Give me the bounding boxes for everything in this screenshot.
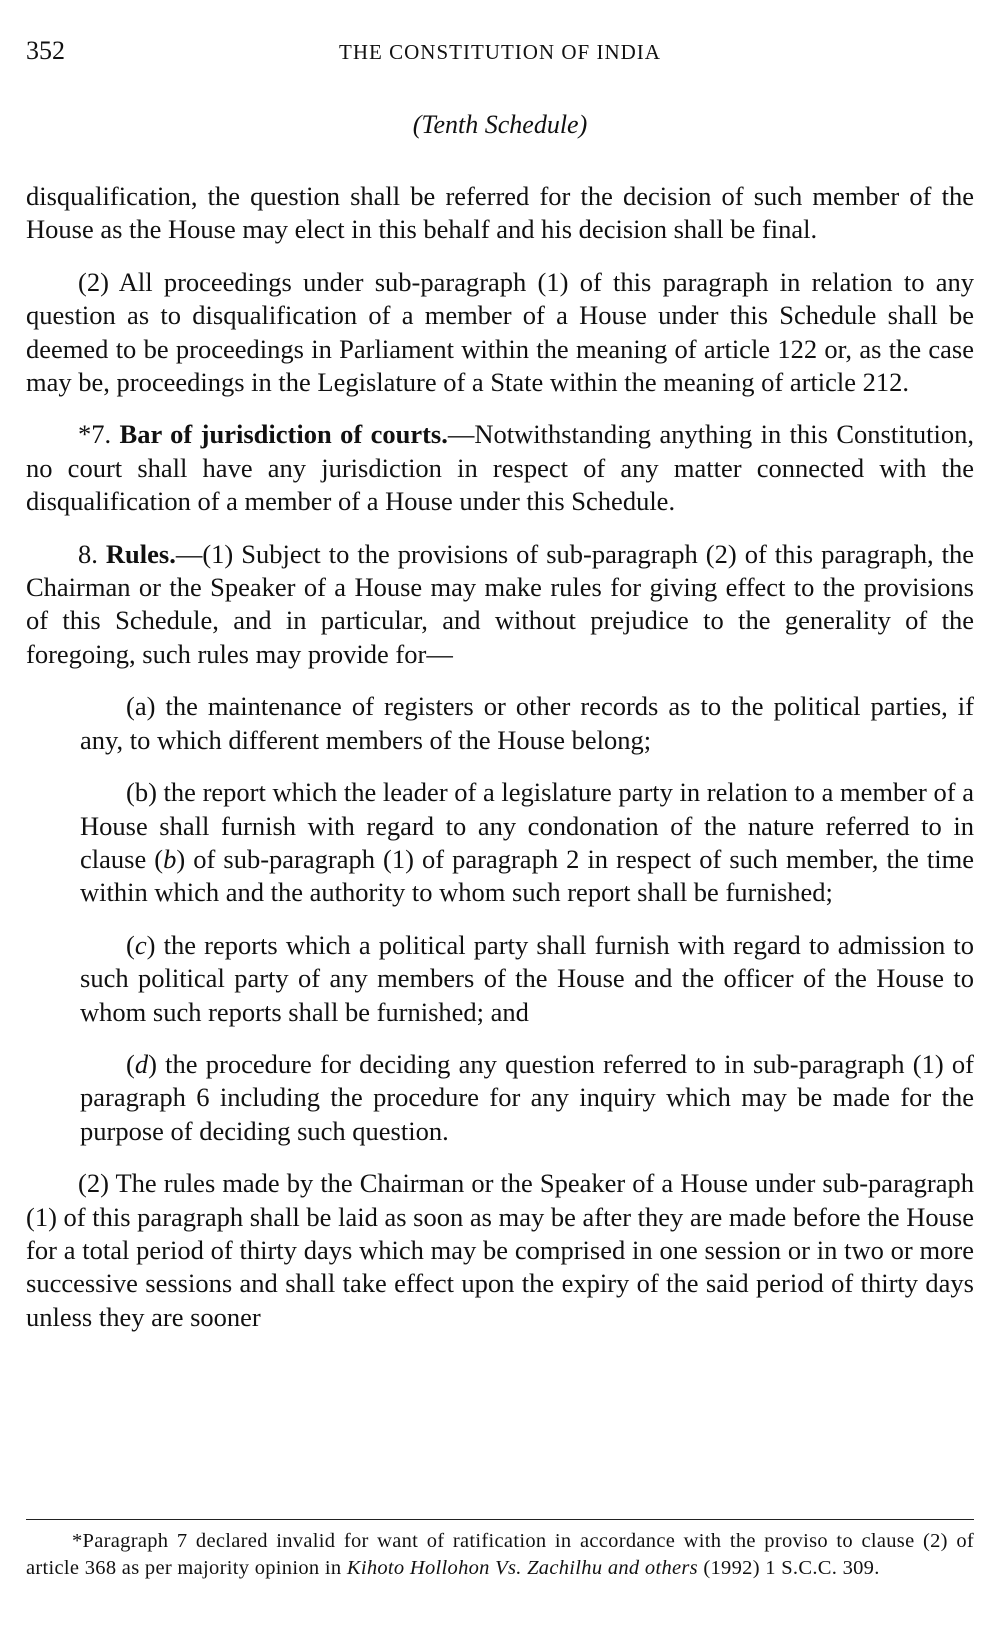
footnote	[26, 1528, 974, 1581]
clause-c	[80, 929, 974, 1029]
clause-c-letter: c	[134, 929, 147, 960]
footnote-divider	[26, 1519, 974, 1520]
paragraph-continuation: disqualification, the question shall be referred for the decision of such member of the House as the House may elect in this behalf and his decision shall be final.	[26, 181, 974, 245]
paragraph-7-number: *7.	[78, 419, 120, 450]
paragraph-7	[26, 418, 974, 518]
paragraph-6-2: (2) All proceedings under sub-paragraph (1) of this paragraph in relation to any question as to disqualification of a member of a House under this Schedule shall be deemed to be proceedings in Parliament within the meaning of article 122 or, as the case may be, proceedings in the Legislature of a State within the meaning of article 212.	[26, 266, 974, 398]
paragraph-7-heading: Bar of jurisdiction of courts.	[119, 419, 448, 450]
paragraph-8-heading: Rules.	[105, 538, 176, 569]
paragraph-7-text: —Notwithstanding anything in this Constitution, no court shall have any jurisdiction in respect of any matter connected with the disqualification of a member of a House under this Schedule.	[26, 419, 975, 517]
footnote-text-1: *Paragraph 7 declared invalid for want of ratification in accordance with the proviso to clause (2) of article 368 as per majority opinion in	[26, 1530, 974, 1579]
clause-a: (a) the maintenance of registers or other records as to the political parties, if any, to which different members of the House belong;	[80, 691, 974, 755]
paragraph-8-text: —(1) Subject to the provisions of sub-paragraph (2) of this paragraph, the Chairman or the Speaker of a House may make rules for giving effect to the provisions of this Schedule, and in particular, and without prejudice to the generality of the foregoing, such rules may provide for—	[26, 538, 975, 669]
clause-b-text-2: ) of sub-paragraph (1) of paragraph 2 in respect of such member, the time within which and the authority to whom such report shall be furnished;	[80, 843, 974, 908]
schedule-subheading: (Tenth Schedule)	[412, 110, 588, 139]
clause-d-text: ) the procedure for deciding any question referred to in sub-paragraph (1) of paragraph 6 including the procedure for any inquiry which may be made for the purpose of deciding such question.	[80, 1048, 974, 1146]
page-number: 352	[26, 36, 65, 65]
footnote-citation: (1992) 1 S.C.C. 309.	[697, 1556, 880, 1579]
clause-b-text-1: (b) the report which the leader of a legislature party in relation to a member of a House shall furnish with regard to any condonation of the nature referred to in clause (	[80, 777, 974, 874]
clause-b-italic: b	[163, 843, 177, 874]
page-header	[26, 36, 974, 70]
clause-b	[80, 776, 974, 910]
running-title: THE CONSTITUTION OF INDIA	[339, 40, 661, 64]
paragraph-8-number: 8.	[78, 538, 106, 569]
document-page	[26, 0, 974, 1650]
footnote-case-name: Kihoto Hollohon Vs. Zachilhu and others	[346, 1556, 698, 1579]
body-text	[26, 180, 974, 1334]
paragraph-8	[26, 538, 974, 672]
clause-d-open: (	[126, 1048, 135, 1079]
clause-c-text: ) the reports which a political party shall furnish with regard to admission to such political party of any members of the House and the officer of the House to whom such reports shall be furnished; and	[80, 929, 974, 1027]
footnote-text	[26, 1528, 974, 1581]
clause-d	[80, 1048, 974, 1148]
paragraph-8-2: (2) The rules made by the Chairman or the Speaker of a House under sub-paragraph (1) of this paragraph shall be laid as soon as may be after they are made before the House for a total period of thirty days which may be comprised in one session or in two or more successive sessions and shall take effect upon the expiry of the said period of thirty days unless they are sooner	[26, 1168, 974, 1332]
clause-d-letter: d	[134, 1048, 149, 1079]
clause-c-open: (	[126, 929, 135, 960]
